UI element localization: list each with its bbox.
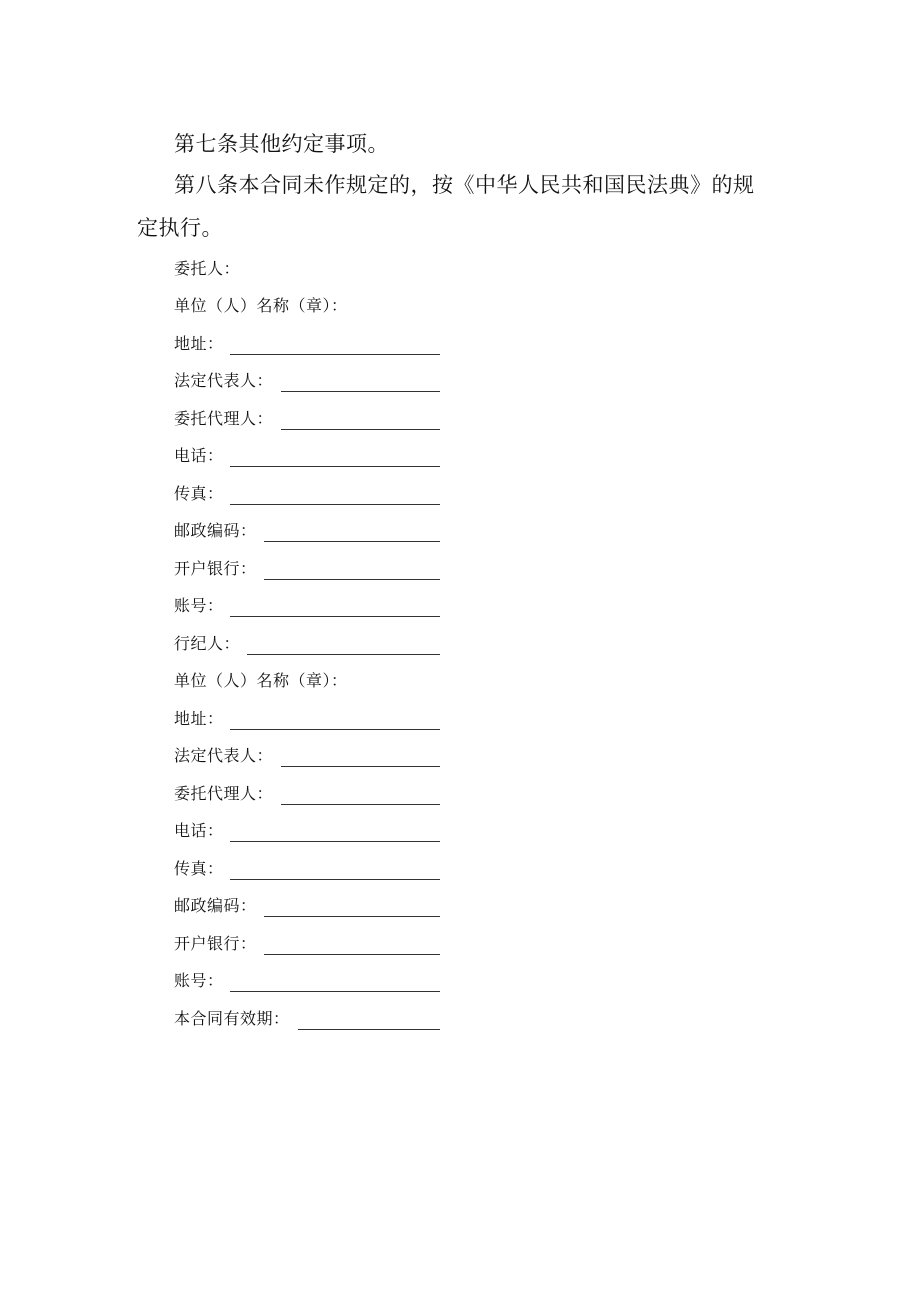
broker-fax-label: 传真： [174, 859, 224, 878]
principal-address-row [174, 336, 224, 352]
broker-phone-label: 电话： [174, 821, 224, 840]
broker-legal-rep-row [174, 748, 273, 764]
principal-address-blank[interactable] [230, 353, 440, 355]
principal-fax-row [174, 486, 224, 502]
principal-bank-blank[interactable] [264, 578, 440, 580]
principal-postcode-label: 邮政编码： [174, 521, 257, 540]
principal-agent-blank[interactable] [281, 428, 440, 430]
principal-heading [174, 261, 240, 277]
broker-agent-blank[interactable] [281, 803, 440, 805]
validity-blank[interactable] [298, 1028, 440, 1030]
broker-fax-blank[interactable] [230, 878, 440, 880]
principal-heading-label: 委托人： [174, 259, 241, 278]
broker-account-blank[interactable] [230, 990, 440, 992]
broker-bank-label: 开户银行： [174, 934, 257, 953]
broker-heading-label: 行纪人： [174, 634, 241, 653]
principal-unit-name-row [174, 298, 348, 314]
principal-fax-blank[interactable] [230, 503, 440, 505]
broker-address-blank[interactable] [230, 728, 440, 730]
broker-heading-blank[interactable] [247, 653, 440, 655]
broker-legal-rep-label: 法定代表人： [174, 746, 274, 765]
broker-phone-row [174, 823, 224, 839]
broker-postcode-row [174, 898, 257, 914]
principal-postcode-row [174, 523, 257, 539]
article-7: 第七条其他约定事项。 [174, 132, 389, 156]
principal-postcode-blank[interactable] [264, 540, 440, 542]
principal-account-label: 账号： [174, 596, 224, 615]
article-8-line-2: 定执行。 [137, 216, 223, 240]
broker-heading-row [174, 636, 240, 652]
validity-label: 本合同有效期： [174, 1009, 290, 1028]
principal-fax-label: 传真： [174, 484, 224, 503]
principal-account-row [174, 598, 224, 614]
principal-legal-rep-label: 法定代表人： [174, 371, 274, 390]
broker-account-label: 账号： [174, 971, 224, 990]
principal-phone-label: 电话： [174, 446, 224, 465]
broker-postcode-label: 邮政编码： [174, 896, 257, 915]
broker-unit-name-label: 单位（人）名称（章）： [174, 671, 348, 690]
principal-legal-rep-row [174, 373, 273, 389]
broker-bank-blank[interactable] [264, 953, 440, 955]
broker-postcode-blank[interactable] [264, 915, 440, 917]
broker-phone-blank[interactable] [230, 840, 440, 842]
principal-bank-row [174, 561, 257, 577]
broker-legal-rep-blank[interactable] [281, 765, 440, 767]
broker-address-label: 地址： [174, 709, 224, 728]
broker-unit-name-row [174, 673, 348, 689]
principal-legal-rep-blank[interactable] [281, 390, 440, 392]
broker-bank-row [174, 936, 257, 952]
principal-address-label: 地址： [174, 334, 224, 353]
principal-bank-label: 开户银行： [174, 559, 257, 578]
principal-unit-name-label: 单位（人）名称（章）： [174, 296, 348, 315]
principal-account-blank[interactable] [230, 615, 440, 617]
validity-row [174, 1011, 290, 1027]
principal-agent-label: 委托代理人： [174, 409, 274, 428]
broker-fax-row [174, 861, 224, 877]
article-8-line-1: 第八条本合同未作规定的，按《中华人民共和国民法典》的规 [174, 173, 755, 197]
broker-address-row [174, 711, 224, 727]
broker-agent-row [174, 786, 273, 802]
principal-phone-row [174, 448, 224, 464]
broker-account-row [174, 973, 224, 989]
principal-agent-row [174, 411, 273, 427]
broker-agent-label: 委托代理人： [174, 784, 274, 803]
principal-phone-blank[interactable] [230, 465, 440, 467]
